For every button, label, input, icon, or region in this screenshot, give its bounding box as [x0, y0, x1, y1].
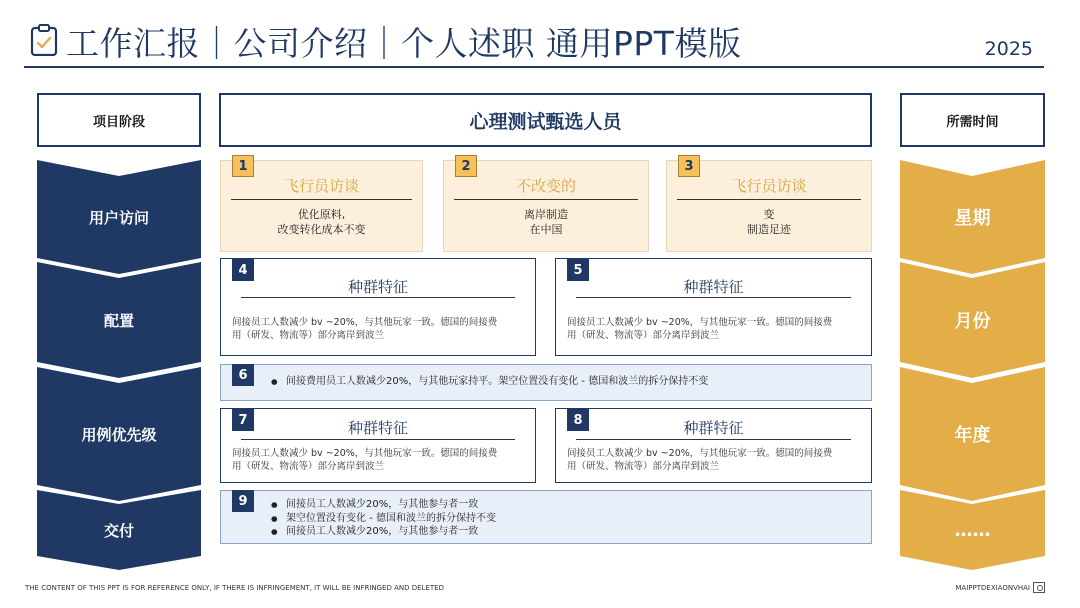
bullet-list	[271, 375, 708, 389]
bullet-item: ● 架空位置没有变化 - 德国和波兰的拆分保持不变	[271, 512, 496, 526]
step-number-badge: 4	[232, 259, 254, 281]
stage-chevron	[37, 490, 201, 570]
card-divider	[454, 199, 638, 200]
step-card	[555, 408, 872, 483]
slide-header	[0, 0, 1080, 70]
card-text: 间接员工人数减少 bv ~20%，与其他玩家一致。德国的间接费	[232, 448, 498, 459]
stage-chevron	[37, 160, 201, 274]
stage-chevron	[37, 262, 201, 378]
card-text: 间接员工人数减少 bv ~20%，与其他玩家一致。德国的间接费	[567, 317, 833, 328]
step-number-badge: 8	[567, 409, 589, 431]
bullet-list	[271, 498, 496, 539]
duration-chevron	[900, 490, 1045, 570]
card-text: 间接员工人数减少 bv ~20%，与其他玩家一致。德国的间接费	[567, 448, 833, 459]
bullet-item: ● 间接员工人数减少20%，与其他参与者一致	[271, 525, 496, 539]
card-title: 不改变的	[515, 177, 576, 195]
step-card	[555, 258, 872, 356]
card-text: 变	[763, 208, 775, 221]
step-number-badge: 7	[232, 409, 254, 431]
card-divider	[241, 439, 515, 440]
stage-label: 配置	[103, 311, 134, 330]
stage-label: 用例优先级	[81, 425, 157, 444]
page-title: 工作汇报｜公司介绍｜个人述职 通用PPT模版	[66, 24, 742, 63]
card-divider	[576, 439, 851, 440]
duration-chevron	[900, 160, 1045, 274]
card-text: 用（研发、物流等）部分离岸到波兰	[567, 461, 720, 472]
bullet-item: ● 间接员工人数减少20%，与其他参与者一致	[271, 498, 496, 512]
camera-icon	[1033, 582, 1045, 593]
step-number-badge: 6	[232, 364, 254, 386]
footer-disclaimer: THE CONTENT OF THIS PPT IS FOR REFERENCE ONLY, IF THERE IS INFRINGEMENT, IT WILL BE INFRINGED AND DELETED	[25, 584, 444, 592]
card-text: 制造足迹	[747, 223, 791, 236]
stage-column-header: 项目阶段	[37, 93, 201, 147]
card-title: 飞行员访谈	[731, 177, 807, 195]
step-card	[220, 160, 423, 252]
card-divider	[677, 199, 861, 200]
year-label: 2025	[984, 38, 1033, 60]
card-title: 种群特征	[683, 419, 744, 437]
step-number-badge: 9	[232, 490, 254, 512]
step-number-badge: 2	[455, 155, 477, 177]
card-text: 间接员工人数减少 bv ~20%，与其他玩家一致。德国的间接费	[232, 317, 498, 328]
step-number-badge: 3	[678, 155, 700, 177]
card-divider	[576, 297, 851, 298]
main-column-header: 心理测试甄选人员	[219, 93, 872, 147]
card-title: 飞行员访谈	[283, 177, 359, 195]
card-text: 用（研发、物流等）部分离岸到波兰	[232, 461, 385, 472]
bullet-item: ● 间接费用员工人数减少20%，与其他玩家持平。架空位置没有变化 - 德国和波兰的拆分保持不变	[271, 375, 708, 389]
card-divider	[231, 199, 412, 200]
card-text: 用（研发、物流等）部分离岸到波兰	[567, 330, 720, 341]
card-text: 在中国	[529, 223, 563, 236]
duration-label: 星期	[954, 208, 991, 229]
card-text: 优化原料,	[297, 208, 346, 221]
duration-label: 年度	[954, 425, 991, 446]
card-text: 离岸制造	[524, 208, 568, 221]
duration-chevron	[900, 262, 1045, 378]
step-number-badge: 1	[232, 155, 254, 177]
step-card	[666, 160, 872, 252]
clipboard-icon	[30, 24, 58, 56]
duration-label: 月份	[954, 311, 991, 332]
card-title: 种群特征	[347, 419, 408, 437]
step-number-badge: 5	[567, 259, 589, 281]
summary-card	[220, 364, 872, 401]
step-card	[220, 258, 536, 356]
card-title: 种群特征	[683, 278, 744, 296]
stage-chevron	[37, 367, 201, 501]
time-column-header: 所需时间	[900, 93, 1045, 147]
card-divider	[241, 297, 515, 298]
step-card	[443, 160, 649, 252]
card-text: 用（研发、物流等）部分离岸到波兰	[232, 330, 385, 341]
card-title: 种群特征	[347, 278, 408, 296]
header-divider	[24, 66, 1044, 68]
duration-chevron	[900, 367, 1045, 501]
stage-label: 交付	[103, 521, 134, 540]
card-text: 改变转化成本不变	[277, 223, 366, 236]
step-card	[220, 408, 536, 483]
stage-label: 用户访问	[88, 208, 149, 227]
summary-card	[220, 490, 872, 544]
footer-brand: MAIPPTDEXIAONVHAI	[955, 584, 1030, 592]
duration-label: ……	[954, 519, 991, 541]
